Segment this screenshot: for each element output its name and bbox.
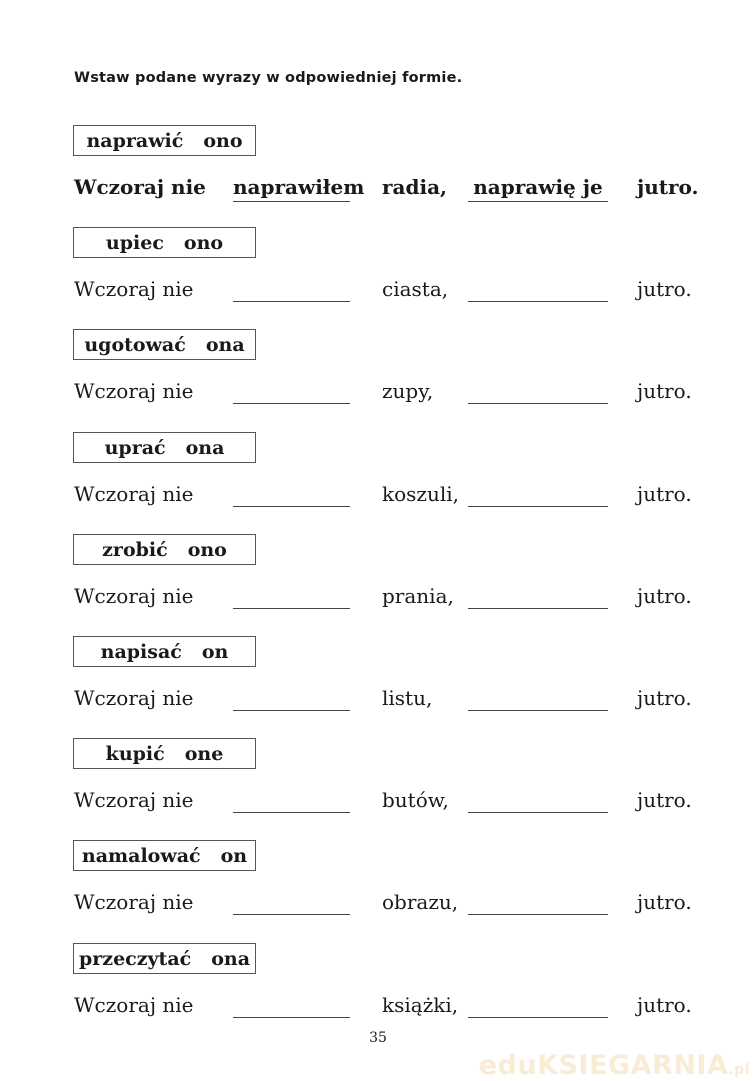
sentence-noun: prania,: [382, 584, 454, 608]
exercise-item: [0, 329, 756, 429]
answer-blank-past[interactable]: [233, 482, 350, 507]
exercise-item: [0, 738, 756, 838]
answer-blank-past[interactable]: [233, 993, 350, 1018]
exercise-item: [0, 227, 756, 327]
exercise-item: [0, 840, 756, 940]
sentence-noun: zupy,: [382, 379, 434, 403]
exercise-item: [0, 636, 756, 736]
pronoun-label: on: [201, 640, 229, 663]
sentence-prefix: Wczoraj nie: [74, 277, 194, 301]
word-box: [73, 840, 256, 871]
sentence-suffix: jutro.: [637, 584, 692, 608]
answer-blank-future[interactable]: [468, 788, 608, 813]
verb-label: naprawić: [86, 129, 184, 152]
answer-blank-past[interactable]: [233, 890, 350, 915]
answer-blank-future[interactable]: [468, 584, 608, 609]
sentence-noun: butów,: [382, 788, 449, 812]
sentence-row: [0, 379, 756, 409]
sentence-prefix: Wczoraj nie: [74, 379, 194, 403]
pronoun-label: ono: [187, 538, 227, 561]
exercise-item: [0, 534, 756, 634]
sentence-row: [0, 482, 756, 512]
sentence-prefix: Wczoraj nie: [74, 890, 194, 914]
answer-blank-future[interactable]: [468, 277, 608, 302]
sentence-prefix: Wczoraj nie: [74, 686, 194, 710]
watermark-logo: [479, 1050, 750, 1081]
sentence-suffix: jutro.: [637, 890, 692, 914]
sentence-prefix: Wczoraj nie: [74, 175, 206, 199]
answer-blank-past[interactable]: [233, 584, 350, 609]
answer-blank-future[interactable]: [468, 379, 608, 404]
word-box: [73, 738, 256, 769]
sentence-noun: listu,: [382, 686, 433, 710]
sentence-suffix: jutro.: [637, 482, 692, 506]
word-box: [73, 125, 256, 156]
sentence-suffix: jutro.: [637, 686, 692, 710]
sentence-row: [0, 277, 756, 307]
answer-blank-future[interactable]: naprawię je: [468, 175, 608, 202]
sentence-row: [0, 993, 756, 1023]
exercise-item: [0, 943, 756, 1043]
sentence-suffix: jutro.: [637, 993, 692, 1017]
answer-blank-future[interactable]: [468, 482, 608, 507]
sentence-prefix: Wczoraj nie: [74, 788, 194, 812]
sentence-noun: obrazu,: [382, 890, 459, 914]
answer-blank-future[interactable]: [468, 890, 608, 915]
word-box: [73, 943, 256, 974]
sentence-prefix: Wczoraj nie: [74, 584, 194, 608]
answer-blank-past[interactable]: [233, 788, 350, 813]
pronoun-label: one: [184, 742, 224, 765]
sentence-suffix: jutro.: [637, 175, 699, 199]
verb-label: ugotować: [84, 333, 186, 356]
verb-label: przeczytać: [78, 947, 192, 970]
word-box: [73, 534, 256, 565]
sentence-row: [0, 788, 756, 818]
sentence-noun: ciasta,: [382, 277, 449, 301]
verb-label: kupić: [105, 742, 165, 765]
sentence-prefix: Wczoraj nie: [74, 993, 194, 1017]
sentence-noun: książki,: [382, 993, 459, 1017]
sentence-row: [0, 584, 756, 614]
verb-label: zrobić: [102, 538, 168, 561]
sentence-row: [0, 890, 756, 920]
word-box: [73, 227, 256, 258]
answer-blank-future[interactable]: [468, 993, 608, 1018]
sentence-suffix: jutro.: [637, 379, 692, 403]
sentence-noun: radia,: [382, 175, 447, 199]
exercise-item: [0, 125, 756, 225]
answer-blank-past[interactable]: naprawiłem: [233, 175, 350, 202]
pronoun-label: ona: [211, 947, 251, 970]
pronoun-label: ono: [203, 129, 243, 152]
word-box: [73, 432, 256, 463]
sentence-prefix: Wczoraj nie: [74, 482, 194, 506]
instruction-heading: Wstaw podane wyrazy w odpowiedniej formie.: [74, 70, 463, 86]
verb-label: upiec: [105, 231, 164, 254]
pronoun-label: ona: [185, 436, 225, 459]
sentence-suffix: jutro.: [637, 277, 692, 301]
pronoun-label: on: [220, 844, 248, 867]
answer-blank-future[interactable]: [468, 686, 608, 711]
word-box: [73, 636, 256, 667]
sentence-row: [0, 686, 756, 716]
sentence-row: [0, 175, 756, 205]
pronoun-label: ona: [205, 333, 245, 356]
sentence-suffix: jutro.: [637, 788, 692, 812]
sentence-noun: koszuli,: [382, 482, 459, 506]
pronoun-label: ono: [183, 231, 224, 254]
word-box: [73, 329, 256, 360]
exercise-item: [0, 432, 756, 532]
verb-label: namalować: [81, 844, 201, 867]
answer-blank-past[interactable]: [233, 686, 350, 711]
verb-label: napisać: [100, 640, 182, 663]
answer-blank-past[interactable]: [233, 277, 350, 302]
answer-blank-past[interactable]: [233, 379, 350, 404]
page-number: 35: [369, 1030, 387, 1046]
watermark-tld: .pl: [728, 1062, 750, 1078]
watermark-main: eduKSIEGARNIA: [478, 1050, 729, 1081]
verb-label: uprać: [104, 436, 166, 459]
